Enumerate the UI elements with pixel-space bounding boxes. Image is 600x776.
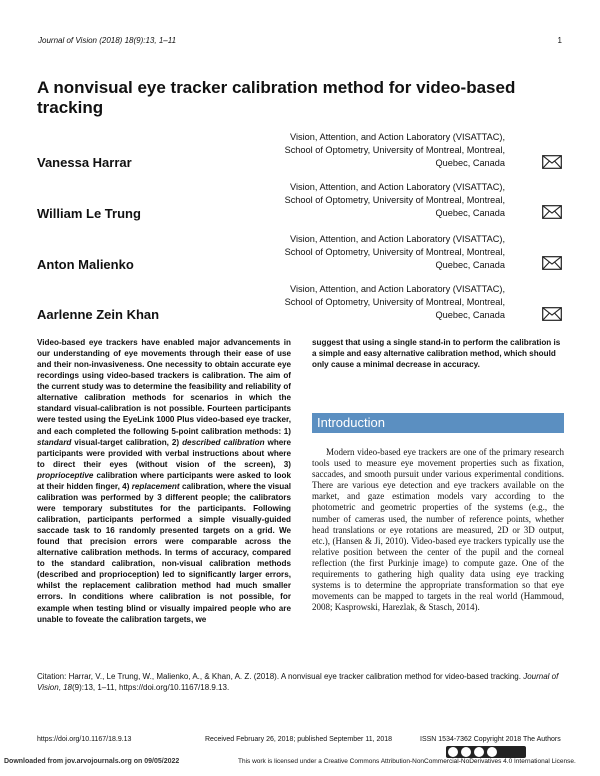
email-icon[interactable] <box>542 256 562 270</box>
page-number: 1 <box>557 36 562 45</box>
author-affiliation: Vision, Attention, and Action Laboratory (VISATTAC), School of Optometry, University of Montreal, Montreal, Quebec, Canada <box>284 234 505 270</box>
article-title: A nonvisual eye tracker calibration method for video-based tracking <box>37 78 516 117</box>
introduction-body: Modern video-based eye trackers are one of the primary research tools used to measure eye movement properties such as fixation, saccades, and smooth pursuit under various experimental conditions. There are various eye detection and eye trackers available on the market, and gaze estimation models vary according to the photometric and geometric properties of the systems (e.g., the number of cameras used, the number of reference points, whether head translations or eye rotations are measured, 2D or 3D output, etc.), (Hansen & Ji, 2010). Video-based eye trackers typically use the relative position between the center of the pupil and the corneal reflection (the first Purkinje image) to compute gaze. One of the requirements to gathering high quality data using eye tracking systems is to determine the appropriate transformation so that eye movements can be mapped to targets in the real world (Hammoud, 2008; Kasprowski, Harezlak, & Stasch, 2014). <box>312 447 564 613</box>
nc-icon <box>474 747 484 757</box>
author-affiliation: Vision, Attention, and Action Laboratory (VISATTAC), School of Optometry, University of Montreal, Montreal, Quebec, Canada <box>284 284 505 320</box>
citation: Citation: Harrar, V., Le Trung, W., Malienko, A., & Khan, A. Z. (2018). A nonvisual eye tracker calibration method for video-based tracking. Journal of Vision, 18(9):13, 1–11, https://doi.org/10.1167/18.9.13. <box>37 672 559 692</box>
email-icon[interactable] <box>542 155 562 169</box>
author-affiliation: Vision, Attention, and Action Laboratory (VISATTAC), School of Optometry, University of Montreal, Montreal, Quebec, Canada <box>284 132 505 168</box>
email-icon[interactable] <box>542 307 562 321</box>
section-heading-introduction: Introduction <box>312 413 564 433</box>
author-affiliation: Vision, Attention, and Action Laboratory (VISATTAC), School of Optometry, University of Montreal, Montreal, Quebec, Canada <box>284 182 505 218</box>
nd-icon <box>487 747 497 757</box>
license-text[interactable]: This work is licensed under a Creative Commons Attribution-NonCommercial-NoDerivatives 4.0 International License. <box>238 758 576 765</box>
by-icon <box>461 747 471 757</box>
issn-copyright: ISSN 1534-7362 Copyright 2018 The Authors <box>420 736 561 743</box>
doi-link[interactable]: https://doi.org/10.1167/18.9.13 <box>37 736 132 743</box>
author-name: Anton Malienko <box>37 257 134 272</box>
cc-icon <box>448 747 458 757</box>
running-header: Journal of Vision (2018) 18(9):13, 1–11 <box>38 36 177 45</box>
download-watermark: Downloaded from jov.arvojournals.org on 09/05/2022 <box>4 758 180 765</box>
creative-commons-badge[interactable] <box>446 746 526 758</box>
author-name: Aarlenne Zein Khan <box>37 307 160 322</box>
received-date: Received February 26, 2018; published September 11, 2018 <box>205 736 393 743</box>
abstract-text: Video-based eye trackers have enabled major advancements in our understanding of eye movements through their ease of use and their non-invasiveness. One necessity to obtain accurate eye recordings using video-based trackers is calibration. The aim of the current study was to determine the feasibility and reliability of alternative calibration methods for scenarios in which the standard visual-calibration is not possible. Fourteen participants were tested using the EyeLink 1000 Plus video-based eye tracker, and each completed the following 5-point calibration methods: 1) standard visual-target calibration, 2) described calibration where participants were provided with verbal instructions about where to direct their eyes (without vision of the screen), 3) proprioceptive calibration where participants were asked to look at their hidden finger, 4) replacement calibration, where the visual calibration was performed by 3 different people; the calibrators were temporary substitutes for the participants. Following calibration, participants performed a simple visually-guided saccade task to 16 randomly presented targets on a grid. We found that precision errors were comparable across the alternative calibration methods. In terms of accuracy, compared to the standard calibration, non-visual calibration methods (described and proprioception) led to significantly larger errors, whilst the replacement calibration method had much smaller errors. In conditions where calibration is not possible, for example when testing blind or visually impaired people who are unable to foveate the calibration targets, we <box>37 338 291 624</box>
abstract-continued: suggest that using a single stand-in to perform the calibration is a simple and easy alternative calibration method, which should only cause a minimal decrease in accuracy. <box>312 338 561 370</box>
email-icon[interactable] <box>542 205 562 219</box>
author-name: Vanessa Harrar <box>37 155 132 170</box>
author-name: William Le Trung <box>37 206 141 221</box>
